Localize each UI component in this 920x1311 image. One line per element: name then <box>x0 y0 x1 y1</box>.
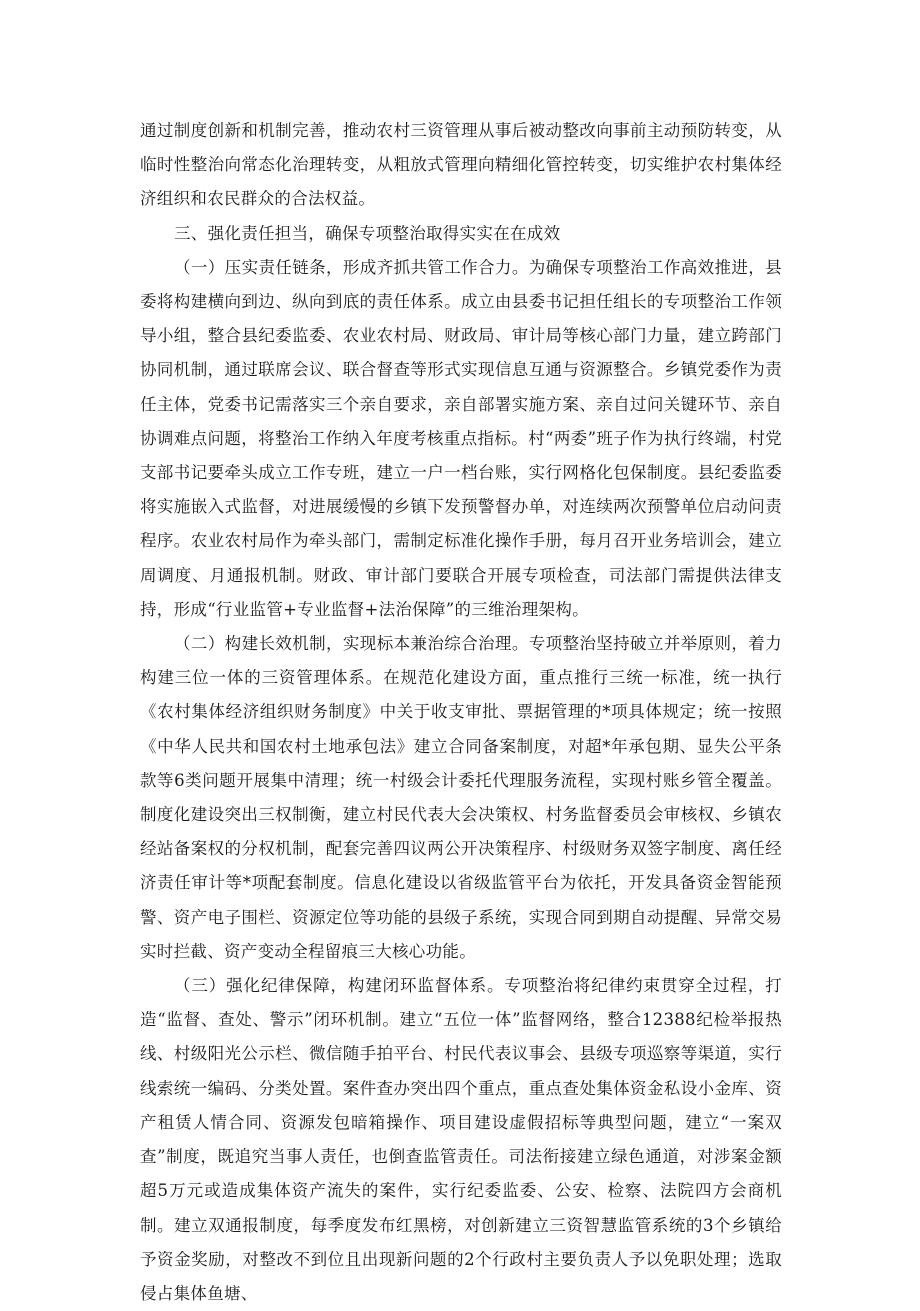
paragraph-discipline-guarantee: （三）强化纪律保障，构建闭环监督体系。专项整治将纪律约束贯穿全过程，打造“监督、查处、警示”闭环机制。建立“五位一体”监督网络，整合12388纪检举报热线、村级阳光公示栏、微信随手拍平台、村民代表议事会、县级专项巡察等渠道，实行线索统一编码、分类处置。案件查办突出四个重点，重点查处集体资金私设小金库、资产租赁人情合同、资源发包暗箱操作、项目建设虚假招标等典型问题，建立“一案双查”制度，既追究当事人责任，也倒查监管责任。司法衔接建立绿色通道，对涉案金额超5万元或造成集体资产流失的案件，实行纪委监委、公安、检察、法院四方会商机制。建立双通报制度，每季度发布红黑榜，对创新建立三资智慧监管系统的3个乡镇给予资金奖励，对整改不到位且出现新问题的2个行政村主要负责人予以免职处理；选取侵占集体鱼塘、 <box>140 976 782 1303</box>
document-body <box>140 114 782 1311</box>
paragraph-long-term-mechanism: （二）构建长效机制，实现标本兼治综合治理。专项整治坚持破立并举原则，着力构建三位一体的三资管理体系。在规范化建设方面，重点推行三统一标准，统一执行《农村集体经济组织财务制度》中关于收支审批、票据管理的*项具体规定；统一按照《中华人民共和国农村土地承包法》建立合同备案制度，对超*年承包期、显失公平条款等6类问题开展集中清理；统一村级会计委托代理服务流程，实现村账乡管全覆盖。制度化建设突出三权制衡，建立村民代表大会决策权、村务监督委员会审核权、乡镇农经站备案权的分权机制，配套完善四议两公开决策程序、村级财务双签字制度、离任经济责任审计等*项配套制度。信息化建设以省级监管平台为依托，开发具备资金智能预警、资产电子围栏、资源定位等功能的县级子系统，实现合同到期自动提醒、异常交易实时拦截、资产变动全程留痕三大核心功能。 <box>140 634 782 961</box>
section-heading: 三、强化责任担当，确保专项整治取得实实在在成效 <box>174 223 561 243</box>
paragraph-responsibility-chain: （一）压实责任链条，形成齐抓共管工作合力。为确保专项整治工作高效推进，县委将构建横向到边、纵向到底的责任体系。成立由县委书记担任组长的专项整治工作领导小组，整合县纪委监委、农业农村局、财政局、审计局等核心部门力量，建立跨部门协同机制，通过联席会议、联合督查等形式实现信息互通与资源整合。乡镇党委作为责任主体，党委书记需落实三个亲自要求，亲自部署实施方案、亲自过问关键环节、亲自协调难点问题，将整治工作纳入年度考核重点指标。村“两委”班子作为执行终端，村党支部书记要牵头成立工作专班，建立一户一档台账，实行网格化包保制度。县纪委监委将实施嵌入式监督，对进展缓慢的乡镇下发预警督办单，对连续两次预警单位启动问责程序。农业农村局作为牵头部门，需制定标准化操作手册，每月召开业务培训会，建立周调度、月通报机制。财政、审计部门要联合开展专项检查，司法部门需提供法律支持，形成“行业监管+专业监督+法治保障”的三维治理架构。 <box>140 257 782 619</box>
paragraph-continuation: 通过制度创新和机制完善，推动农村三资管理从事后被动整改向事前主动预防转变，从临时性整治向常态化治理转变，从粗放式管理向精细化管控转变，切实维护农村集体经济组织和农民群众的合法权益。 <box>140 121 782 209</box>
